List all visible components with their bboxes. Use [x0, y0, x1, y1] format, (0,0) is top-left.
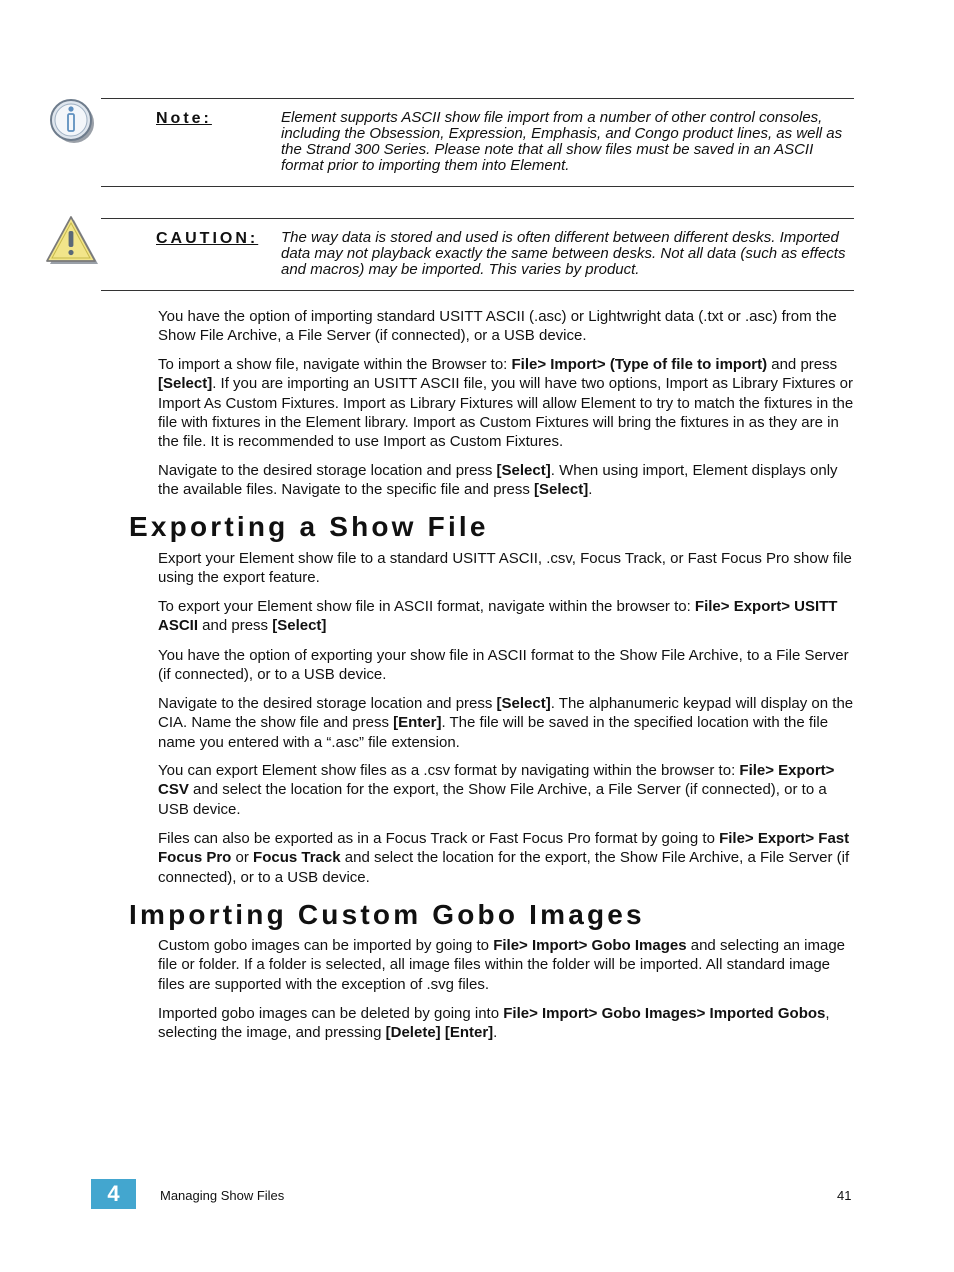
paragraph: Custom gobo images can be imported by going to File> Import> Gobo Images and selecting an image file or folder. If a folder is selected, all image files within the folder will be imported. All standard image files are supported with the exception of .svg files. — [158, 937, 846, 993]
paragraph: Imported gobo images can be deleted by going into File> Import> Gobo Images> Imported Gobos, selecting the image, and pressing [Delete] [Enter]. — [158, 1005, 830, 1042]
caution-bottom-rule — [101, 290, 854, 291]
section-heading-exporting: Exporting a Show File — [129, 511, 489, 542]
paragraph: You can export Element show files as a .csv format by navigating within the browser to: File> Export> CSV and select the location for the export, the Show File Archive, a File Server (if connected), or to a USB device. — [158, 762, 835, 818]
section-heading-gobo: Importing Custom Gobo Images — [129, 899, 645, 930]
caution-text: The way data is stored and used is often different between different desks. Imported data may not playback exactly the same between desks. Not all data (such as effects and macros) may be imported. This varies by product. — [281, 229, 846, 278]
note-top-rule — [101, 98, 854, 99]
warning-icon — [45, 215, 99, 272]
paragraph: You have the option of importing standard USITT ASCII (.asc) or Lightwright data (.txt or .asc) from the Show File Archive, a File Server (if connected), or a USB device. — [158, 308, 837, 345]
note-text: Element supports ASCII show file import from a number of other control consoles, including the Obsession, Expression, Emphasis, and Congo product lines, as well as the Strand 300 Series. Please note that all show files must be saved in an ASCII format prior to importing them into Element. — [281, 109, 843, 174]
paragraph: To export your Element show file in ASCII format, navigate within the browser to: File> Export> USITT ASCII and press [Select] — [158, 598, 838, 635]
note-bottom-rule — [101, 186, 854, 187]
paragraph: Navigate to the desired storage location and press [Select]. When using import, Element displays only the available files. Navigate to the specific file and press [Select]. — [158, 462, 838, 499]
paragraph: Navigate to the desired storage location and press [Select]. The alphanumeric keypad will display on the CIA. Name the show file and press [Enter]. The file will be saved in the specified location with the file name you entered with a “.asc” file extension. — [158, 695, 854, 751]
note-label: Note: — [156, 110, 212, 127]
info-icon — [48, 98, 96, 151]
paragraph: To import a show file, navigate within the Browser to: File> Import> (Type of file to import) and press [Select]. If you are importing an USITT ASCII file, you will have two options, Import as Library Fixtures or Import As Custom Fixtures. Import as Library Fixtures will allow Element to try to match the fixtures in the file with fixtures in the Element library. Import as Custom Fixtures will bring the fixtures in as they are in the file. It is recommended to use Import as Custom Fixtures. — [158, 356, 854, 451]
caution-label: CAUTION: — [156, 230, 259, 247]
paragraph: Export your Element show file to a standard USITT ASCII, .csv, Focus Track, or Fast Focus Pro show file using the export feature. — [158, 550, 852, 587]
page-number: 41 — [837, 1188, 852, 1203]
chapter-number-tab: 4 — [91, 1179, 136, 1209]
caution-top-rule — [101, 218, 854, 219]
paragraph: Files can also be exported as in a Focus Track or Fast Focus Pro format by going to File> Export> Fast Focus Pro or Focus Track and select the location for the export, the Show File Archive, a File Server (if connected), or to a USB device. — [158, 830, 850, 886]
paragraph: You have the option of exporting your show file in ASCII format to the Show File Archive, to a File Server (if connected), or to a USB device. — [158, 647, 849, 684]
footer-chapter-title: Managing Show Files — [160, 1188, 285, 1203]
